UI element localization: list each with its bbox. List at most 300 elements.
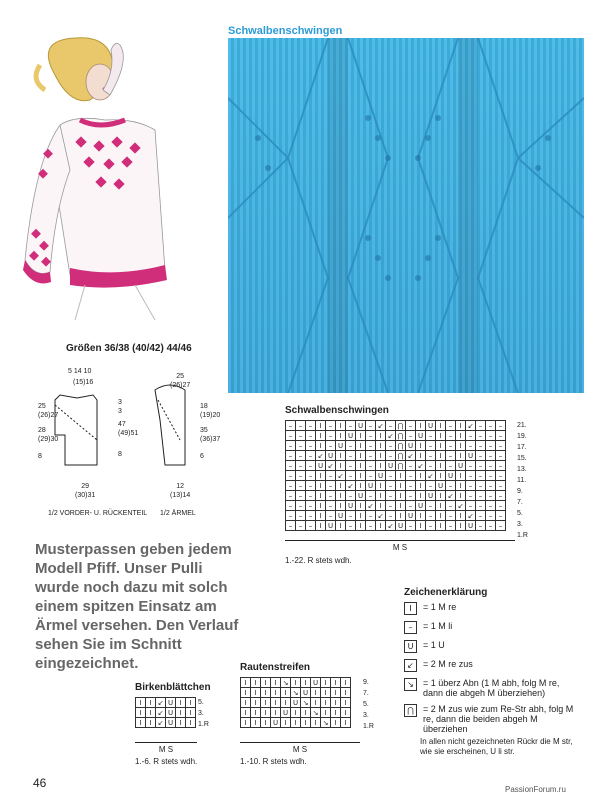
legend-text: = 1 M li [423,621,453,631]
chart-cell: ⋂ [396,441,406,451]
chart-cell: – [386,451,396,461]
chart-cell: – [366,441,376,451]
chart-cell: I [356,521,366,531]
chart-cell: I [341,678,351,688]
chart-cell: I [416,421,426,431]
chart-cell: – [346,511,356,521]
chart-cell: – [386,511,396,521]
chart-cell: I [376,501,386,511]
chart-cell: I [416,471,426,481]
chart-cell: – [486,421,496,431]
chart-cell: I [241,698,251,708]
chart-cell: I [336,501,346,511]
chart-cell: U [301,688,311,698]
chart-cell: – [306,461,316,471]
chart-cell: – [496,511,506,521]
chart-cell: – [466,441,476,451]
chart-cell: I [251,688,261,698]
sleeve-schema [150,380,200,480]
chart-cell: – [306,491,316,501]
chart-cell: I [281,718,291,728]
chart-cell: I [241,678,251,688]
row-number: 7. [363,690,369,697]
chart-cell: – [406,461,416,471]
chart3-ms: M S [135,742,197,754]
chart-cell: – [306,501,316,511]
chart-cell: I [376,461,386,471]
chart-cell: – [296,421,306,431]
legend-item [404,659,579,672]
chart-cell: I [456,431,466,441]
chart-cell: – [466,461,476,471]
chart-cell: ↙ [326,461,336,471]
chart-cell: I [316,441,326,451]
chart-cell: I [416,521,426,531]
chart-cell: I [336,461,346,471]
chart-cell: – [476,511,486,521]
chart-cell: ↘ [281,678,291,688]
chart-cell: I [291,708,301,718]
chart2-title: Rautenstreifen [240,662,311,673]
chart-cell: U [426,491,436,501]
chart-cell: I [136,718,146,728]
chart-cell: I [136,698,146,708]
legend-text: = 1 M re [423,602,457,612]
chart-cell: I [436,471,446,481]
chart-cell: – [366,451,376,461]
chart-cell: U [406,511,416,521]
chart-cell: – [446,451,456,461]
chart-cell: I [396,501,406,511]
chart-cell: U [376,471,386,481]
chart-cell: – [486,491,496,501]
row-number: 3. [517,521,523,528]
chart-cell: I [186,708,196,718]
chart-cell: – [346,461,356,471]
chart-cell: – [486,471,496,481]
chart-cell: – [486,461,496,471]
chart-cell: I [271,688,281,698]
front-dim-right: 3 3 47 (49)51 8 [118,399,139,458]
row-number: 21. [517,422,527,429]
legend-item [404,678,579,698]
chart-cell: – [366,471,376,481]
chart-cell: – [426,441,436,451]
chart-cell: I [321,698,331,708]
chart-cell: I [146,708,156,718]
chart-cell: ↘ [291,688,301,698]
chart-cell: I [311,718,321,728]
chart-cell: – [426,451,436,461]
chart-cell: ⋂ [396,451,406,461]
chart-cell: – [496,421,506,431]
chart-cell: I [301,708,311,718]
knit-swatch-photo [228,38,584,393]
chart-cell: I [436,441,446,451]
chart-cell: U [166,708,176,718]
chart-cell: – [366,461,376,471]
chart-cell: ↘ [321,718,331,728]
chart-cell: – [426,521,436,531]
chart-cell: – [306,441,316,451]
legend-symbol: I [404,602,417,615]
chart-cell: I [281,688,291,698]
chart-cell: – [366,431,376,441]
chart-cell: I [456,491,466,501]
chart-cell: I [241,718,251,728]
chart-cell: I [456,521,466,531]
front-dim-top: 5 14 10 [68,368,92,375]
chart-cell: – [286,491,296,501]
chart-cell: I [261,678,271,688]
chart-cell: – [346,491,356,501]
chart-cell: – [346,421,356,431]
chart-cell: – [406,431,416,441]
chart-cell: I [146,698,156,708]
chart-cell: I [376,431,386,441]
chart-cell: I [356,451,366,461]
chart-cell: I [261,708,271,718]
chart-cell: I [136,708,146,718]
row-number: 5. [198,699,204,706]
chart-cell: I [376,521,386,531]
row-number: 17. [517,444,527,451]
legend-item [404,640,579,653]
chart-cell: I [376,491,386,501]
chart-cell: I [341,708,351,718]
chart-cell: – [306,481,316,491]
chart-cell: I [251,698,261,708]
chart-cell: – [446,481,456,491]
chart-cell: I [251,708,261,718]
chart-cell: I [336,481,346,491]
chart-cell: I [396,481,406,491]
chart1-ms: M S [285,540,515,552]
chart-cell: – [286,471,296,481]
chart-cell: U [346,501,356,511]
chart-cell: – [286,481,296,491]
chart-cell: – [306,421,316,431]
chart-cell: U [466,521,476,531]
chart-cell: U [346,431,356,441]
chart-cell: U [406,441,416,451]
chart-cell: I [316,521,326,531]
chart-cell: – [296,511,306,521]
chart-cell: – [296,501,306,511]
chart-cell: U [311,678,321,688]
chart-cell: – [486,511,496,521]
row-number: 15. [517,455,527,462]
chart-cell: I [436,461,446,471]
chart-cell: I [146,718,156,728]
chart-cell: – [496,441,506,451]
chart-cell: U [271,718,281,728]
chart-cell: I [341,688,351,698]
chart-cell: – [446,431,456,441]
chart-cell: U [446,471,456,481]
chart-cell: I [436,511,446,521]
chart-cell: I [261,698,271,708]
chart-cell: I [456,471,466,481]
row-number: 9. [517,488,523,495]
chart-cell: I [331,708,341,718]
chart-cell: – [476,471,486,481]
chart-cell: ↙ [466,421,476,431]
chart-cell: I [416,451,426,461]
chart-cell: I [341,718,351,728]
chart-cell: I [321,678,331,688]
chart-cell: ↘ [301,698,311,708]
chart-cell: I [341,698,351,708]
chart-cell: I [396,491,406,501]
chart-cell: – [446,511,456,521]
legend-text: = 2 M zus wie zum Re-Str abh, folg M re, dann die beiden abgeh M überziehen [423,704,574,734]
chart-cell: ↙ [386,521,396,531]
chart-cell: U [166,698,176,708]
chart-cell: I [416,491,426,501]
chart-cell: I [376,451,386,461]
chart-cell: I [316,481,326,491]
chart-cell: – [476,461,486,471]
chart1-note: 1.-22. R stets wdh. [285,556,352,565]
row-number: 5. [517,510,523,517]
chart-cell: I [376,441,386,451]
chart-cell: – [326,511,336,521]
chart-cell: I [356,511,366,521]
chart-cell: U [336,511,346,521]
chart-cell: – [346,471,356,481]
chart-cell: – [386,491,396,501]
chart1-row-numbers [517,420,528,541]
chart-cell: ↙ [346,481,356,491]
chart-cell: I [416,481,426,491]
chart1-grid [285,420,506,531]
chart-cell: I [436,521,446,531]
main-text: Musterpassen geben jedem Modell Pfiff. Unser Pulli wurde noch dazu mit solch einem spitzen Einsatz am Ärmel versehen. Den Verlauf sehen Sie im Schnitt eingezeichnet. [35,541,239,672]
row-number: 7. [517,499,523,506]
sleeve-dim-top: 25 (26)27 [170,373,191,389]
chart-cell: I [316,501,326,511]
chart-cell: ⋂ [396,421,406,431]
chart-cell: – [366,421,376,431]
chart-cell: I [336,521,346,531]
chart-cell: U [281,708,291,718]
chart-cell: I [356,501,366,511]
chart-cell: ↙ [156,698,166,708]
chart-cell: – [466,471,476,481]
legend-item [404,602,579,615]
row-number: 1.R [198,721,209,728]
chart-cell: I [316,421,326,431]
chart-cell: – [326,491,336,501]
chart-cell: U [326,451,336,461]
chart-cell: ⋂ [396,461,406,471]
chart-cell: – [296,491,306,501]
chart-cell: U [386,461,396,471]
chart-cell: I [416,441,426,451]
fashion-illustration [15,20,205,320]
chart-cell: – [496,491,506,501]
sleeve-dim-right: 18 (19)20 35 (36)37 6 [200,403,221,460]
chart-cell: I [316,471,326,481]
chart-cell: ↙ [366,501,376,511]
chart-cell: ↙ [426,471,436,481]
chart-cell: – [446,421,456,431]
watermark: PassionForum.ru [505,785,566,794]
chart-cell: – [286,461,296,471]
chart-cell: – [446,441,456,451]
chart-cell: I [241,688,251,698]
chart-cell: – [426,511,436,521]
chart-cell: I [376,481,386,491]
chart-cell: I [261,718,271,728]
chart-cell: I [456,451,466,461]
chart-cell: – [486,431,496,441]
chart-cell: – [406,471,416,481]
chart-cell: – [466,481,476,491]
chart-cell: – [366,511,376,521]
chart-cell: – [406,481,416,491]
chart-cell: I [356,481,366,491]
chart-cell: – [346,441,356,451]
chart-cell: I [311,698,321,708]
chart-cell: – [386,421,396,431]
chart2-ms: M S [240,742,360,754]
chart-cell: ↙ [456,501,466,511]
chart-cell: – [386,441,396,451]
chart3-note: 1.-6. R stets wdh. [135,757,198,766]
chart-cell: – [406,521,416,531]
chart-cell: I [186,698,196,708]
chart-cell: – [326,431,336,441]
chart-cell: – [476,431,486,441]
chart-cell: – [486,521,496,531]
chart-cell: ↙ [336,471,346,481]
chart-cell: – [446,521,456,531]
chart-cell: U [426,421,436,431]
chart-cell: U [456,461,466,471]
chart-cell: – [306,451,316,461]
chart-cell: I [291,678,301,688]
chart-cell: – [426,431,436,441]
chart-cell: I [331,698,341,708]
chart-cell: U [336,441,346,451]
legend-title: Zeichenerklärung [404,587,488,598]
chart-cell: I [316,511,326,521]
legend-note: In allen nicht gezeichneten Rückr die M str, wie sie erscheinen, U li str. [420,737,573,756]
chart-cell: – [476,491,486,501]
chart-cell: ↙ [376,511,386,521]
chart-cell: – [496,471,506,481]
chart-cell: I [241,708,251,718]
chart-cell: U [436,481,446,491]
legend-text: = 2 M re zus [423,659,473,669]
chart-cell: I [311,688,321,698]
chart-cell: – [406,421,416,431]
chart2-note: 1.-10. R stets wdh. [240,757,307,766]
chart-cell: – [476,441,486,451]
front-schema-label: 1/2 VORDER- U. RÜCKENTEIL [48,510,148,517]
legend-item [404,621,579,634]
chart-cell: – [326,481,336,491]
chart-cell: I [186,718,196,728]
chart-cell: – [466,431,476,441]
chart-cell: ↙ [416,461,426,471]
chart-cell: – [476,421,486,431]
chart-cell: – [496,451,506,461]
chart-cell: I [356,471,366,481]
chart-cell: U [466,451,476,461]
chart-cell: I [331,678,341,688]
chart-cell: I [436,491,446,501]
chart-cell: I [316,491,326,501]
chart-cell: ↙ [466,511,476,521]
chart-cell: – [386,501,396,511]
chart-cell: – [476,451,486,461]
legend-item [404,704,579,734]
chart-cell: – [326,441,336,451]
chart-cell: I [396,511,406,521]
chart-cell: I [321,688,331,698]
chart-cell: – [486,501,496,511]
chart-cell: ↙ [406,451,416,461]
row-number: 11. [517,477,527,484]
legend-symbol: ↘ [404,678,417,691]
chart-cell: – [346,521,356,531]
chart-cell: – [426,501,436,511]
sleeve-schema-label: 1/2 ÄRMEL [160,510,196,517]
chart-cell: – [406,501,416,511]
chart-cell: – [296,471,306,481]
chart-cell: I [456,511,466,521]
chart-cell: – [296,441,306,451]
chart-cell: I [356,441,366,451]
row-number: 3. [198,710,204,717]
chart-cell: – [426,461,436,471]
chart-cell: – [306,521,316,531]
row-number: 5. [363,701,369,708]
chart-cell: I [436,451,446,461]
chart-cell: – [306,471,316,481]
chart-cell: – [296,431,306,441]
row-number: 13. [517,466,527,473]
chart-cell: ↙ [156,718,166,728]
chart-cell: – [286,521,296,531]
chart-cell: I [416,511,426,521]
chart-cell: – [326,501,336,511]
chart-cell: I [176,718,186,728]
chart-cell: – [476,501,486,511]
chart-cell: – [306,431,316,441]
chart2-grid [240,677,351,728]
row-number: 19. [517,433,527,440]
chart-cell: – [486,451,496,461]
chart-cell: I [176,708,186,718]
row-number: 3. [363,712,369,719]
chart-cell: I [321,708,331,718]
chart-cell: I [356,431,366,441]
chart-cell: – [326,421,336,431]
row-number: 1.R [517,532,528,539]
chart-cell: I [331,718,341,728]
legend-text: = 1 U [423,640,445,650]
chart-cell: – [496,521,506,531]
chart-cell: – [496,431,506,441]
chart-cell: ↙ [316,451,326,461]
chart-cell: I [251,678,261,688]
chart-cell: I [436,431,446,441]
chart-cell: – [486,441,496,451]
